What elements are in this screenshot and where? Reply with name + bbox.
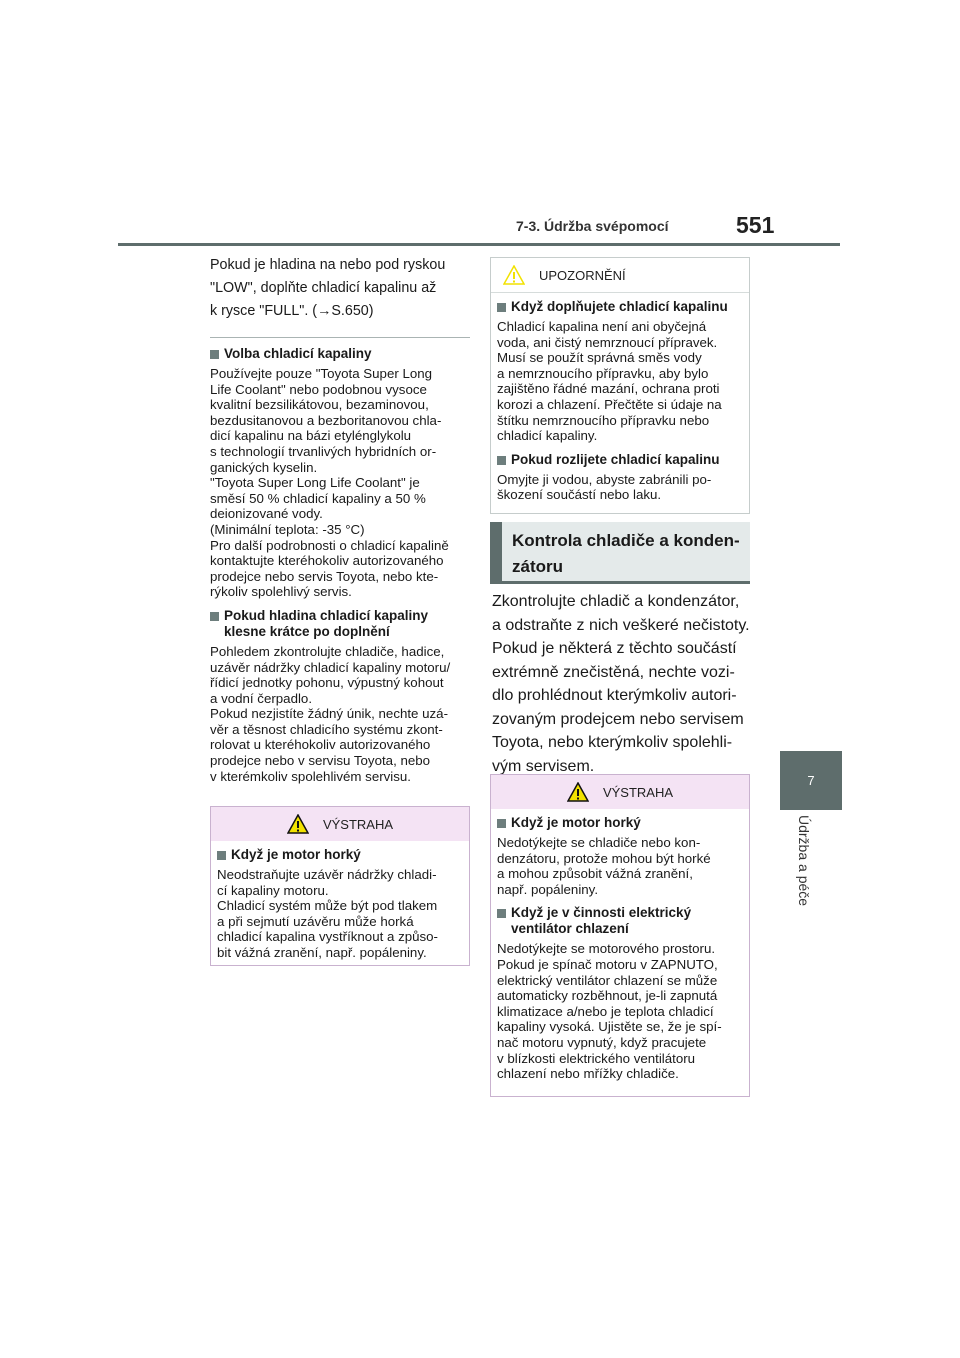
caution-item-title: Když doplňujete chladicí kapalinu xyxy=(511,299,728,314)
section-divider xyxy=(210,337,470,338)
chapter-tab[interactable]: 7 xyxy=(780,751,842,810)
warning-item-heading xyxy=(217,847,461,863)
section-heading xyxy=(210,608,470,640)
warning-item-title: Když je v činnosti elektrický ventilátor chlazení xyxy=(511,905,692,937)
square-bullet-icon xyxy=(497,456,506,465)
warning-item-body: Nedotýkejte se chladiče nebo kon- denzátoru, protože mohou být horké a mohou způsobit vážná zranění, např. popáleniny. xyxy=(497,835,711,897)
section-heading xyxy=(210,346,470,362)
warning-item-title: Když je motor horký xyxy=(231,847,361,862)
square-bullet-icon xyxy=(210,612,219,621)
warning-content xyxy=(491,809,749,1096)
intro-paragraph: Pokud je hladina na nebo pod ryskou "LOW", doplňte chladicí kapalinu až k rysce "FULL". (→S.650) xyxy=(210,257,446,319)
section-heading-text: Volba chladicí kapaliny xyxy=(224,346,372,361)
square-bullet-icon xyxy=(497,909,506,918)
section-heading-text: Pokud hladina chladicí kapaliny klesne krátce po doplnění xyxy=(224,607,429,639)
caution-item-title: Pokud rozlijete chladicí kapalinu xyxy=(511,451,720,467)
chapter-paragraph: Zkontrolujte chladič a kondenzátor, a odstraňte z nich veškeré nečistoty. Pokud je některá z těchto součástí extrémně znečistěná, nechte vozi- dlo prohlédnout kterýmkoliv autori- zovaným prodejcem nebo servisem Toyota, nebo kterýmkoliv spolehli- vým servisem. xyxy=(492,593,750,775)
warning-item-body: Nedotýkejte se motorového prostoru. Pokud je spínač motoru v ZAPNUTO, elektrický ventilátor chlazení se může automaticky rozběhnout, je-li zapnutá klimatizace a/nebo je teplota chladicí kapaliny vysoká. Ujistěte se, že je spí- nač motoru vypnutý, když pracujete v blízkosti elektrického ventilátoru chlazení nebo mřížky chladiče. xyxy=(497,941,722,1082)
warning-item-heading xyxy=(497,815,741,831)
square-bullet-icon xyxy=(497,303,506,312)
caution-content xyxy=(491,293,749,517)
warning-label: VÝSTRAHA xyxy=(322,816,394,832)
left-column xyxy=(210,254,470,792)
chapter-heading: Kontrola chladiče a konden- zátoru xyxy=(490,522,750,584)
warning-item-title: Když je motor horký xyxy=(511,815,641,830)
square-bullet-icon xyxy=(497,819,506,828)
chapter-tab-label: Údržba a péče xyxy=(796,815,812,907)
warning-header xyxy=(211,807,469,841)
warning-label: VÝSTRAHA xyxy=(602,784,674,800)
section-body: Pohledem zkontrolujte chladiče, hadice, uzávěr nádržky chladicí kapaliny motoru/ řídicí jednotky pohonu, výpustný kohout a vodní čerpadlo. Pokud nezjistíte žádný únik, nechte uzá- věr a těsnost chladicího systému zkont- rolovat u kteréhokoliv autorizovaného prodejce nebo v servisu Toyota, nebo v kterémkoliv spolehlivém servisu. xyxy=(210,643,451,784)
caution-header xyxy=(491,258,749,293)
caution-item-heading xyxy=(497,299,741,315)
caution-triangle-icon xyxy=(503,265,525,285)
warning-header xyxy=(491,775,749,809)
square-bullet-icon xyxy=(210,350,219,359)
section-body: Používejte pouze "Toyota Super Long Life Coolant" nebo podobnou vysoce kvalitní bezsilikátovou, bezaminovou, bezdusitanovou a bezboritanovou chla- dicí kapalinu na bázi etylénglykolu s technologií trvanlivých hybridních or- ganických kyselin. "Toyota Super Long Life Coolant" je směsí 50 % chladicí kapaliny a 50 % deionizované vody. (Minimální teplota: -35 °C) Pro další podrobnosti o chladicí kapalině kontaktujte kteréhokoliv autorizovaného prodejce nebo servis Toyota, nebo kte- rýkoliv spolehlivý servis. xyxy=(210,366,449,600)
caution-label: UPOZORNĚNÍ xyxy=(539,267,626,283)
warning-item-heading xyxy=(497,905,741,937)
section-breadcrumb: 7-3. Údržba svépomocí xyxy=(516,218,669,234)
page-number: 551 xyxy=(736,212,775,238)
warning-triangle-icon xyxy=(567,782,589,802)
warning-box xyxy=(490,774,750,1097)
warning-content xyxy=(211,841,469,975)
warning-triangle-icon xyxy=(287,814,309,834)
warning-item-body: Neodstraňujte uzávěr nádržky chladi- cí kapaliny motoru. Chladicí systém může být pod tlakem a při sejmutí uzávěru může horká chladicí kapalina vystříknout a způso- bit vážná zranění, např. popáleniny. xyxy=(217,867,438,960)
caution-item-body: Chladicí kapalina není ani obyčejná voda, ani čistý nemrznoucí přípravek. Musí se použít správná směs vody a nemrznoucího přípravku, aby bylo zajištěno řádné mazání, ochrana proti korozi a chlazení. Přečtěte si údaje na štítku nemrznoucího přípravku nebo chladicí kapaliny. xyxy=(497,319,722,444)
header-divider xyxy=(118,243,840,246)
square-bullet-icon xyxy=(217,851,226,860)
caution-item-body: Omyjte ji vodou, abyste zabránili po- škození součástí nebo laku. xyxy=(497,471,712,503)
caution-box xyxy=(490,257,750,514)
warning-box xyxy=(210,806,470,966)
caution-item-heading xyxy=(497,452,741,468)
